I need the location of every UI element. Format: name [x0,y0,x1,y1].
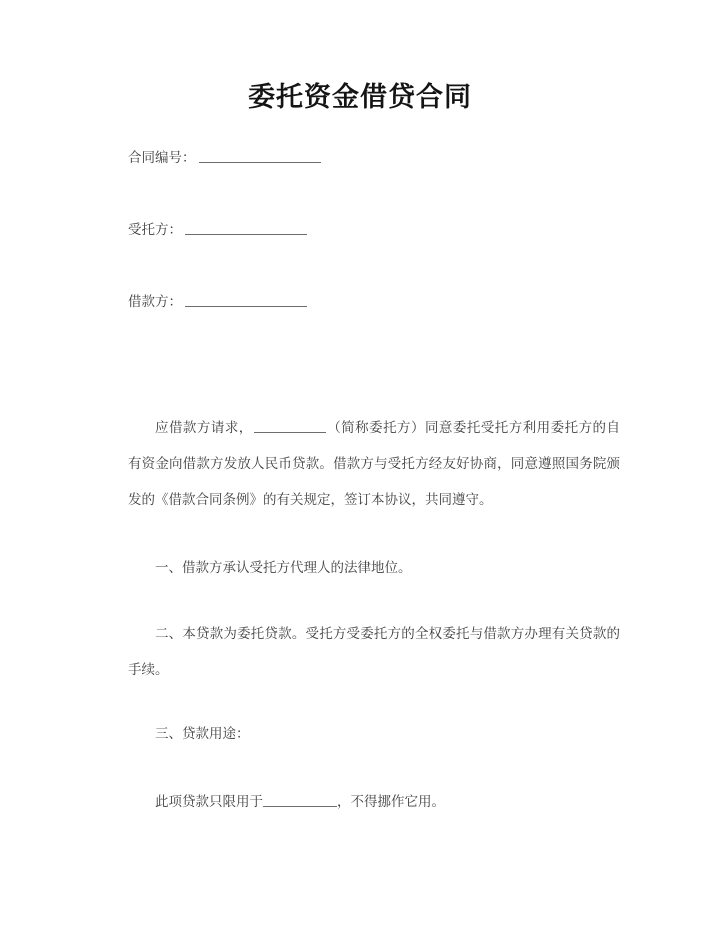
clause-3 [128,716,620,752]
loan-use-text-after-blank: ，不得挪作它用。 [337,794,445,810]
clause-1 [128,550,620,586]
intro-paragraph [128,410,620,518]
page-title: 委托资金借贷合同 [248,82,472,113]
field-label-contract-number: 合同编号： [128,150,196,166]
intro-blank-entrusting-party[interactable] [254,419,326,433]
document-body [128,148,620,820]
clause-1-number: 一、 [155,560,182,576]
field-blank-contract-number[interactable] [199,149,321,163]
field-row-entrusted-party [128,220,620,240]
spacer [128,752,620,784]
intro-text-after-blank: （简称委托方）同意委托受托方利用委托方的自有资金向借款方发放人民币贷款。借款方与受托方经友好协商，同意遵照国务院颁发的《借款合同条例》的有关规定，签订本协议，共同遵守。 [128,420,620,508]
spacer [128,586,620,616]
field-label-entrusted-party: 受托方： [128,222,182,238]
spacer [128,364,620,410]
clause-2-text: 本贷款为委托贷款。受托方受委托方的全权委托与借款方办理有关贷款的手续。 [128,626,621,678]
field-label-borrower: 借款方： [128,294,182,310]
field-row-borrower [128,292,620,312]
clause-3-number: 三、 [155,726,182,742]
clause-2-number: 二、 [155,626,183,642]
loan-use-line [128,784,620,820]
clause-3-text: 贷款用途： [182,726,250,742]
field-blank-borrower[interactable] [185,293,307,307]
clause-1-text: 借款方承认受托方代理人的法律地位。 [182,560,412,576]
spacer [128,688,620,716]
field-blank-entrusted-party[interactable] [185,221,307,235]
intro-text-before-blank: 应借款方请求， [155,420,253,436]
clause-2 [128,616,620,688]
spacer [128,518,620,550]
field-row-contract-number [128,148,620,168]
loan-use-blank[interactable] [263,793,337,807]
loan-use-text-before-blank: 此项贷款只限用于 [155,794,263,810]
